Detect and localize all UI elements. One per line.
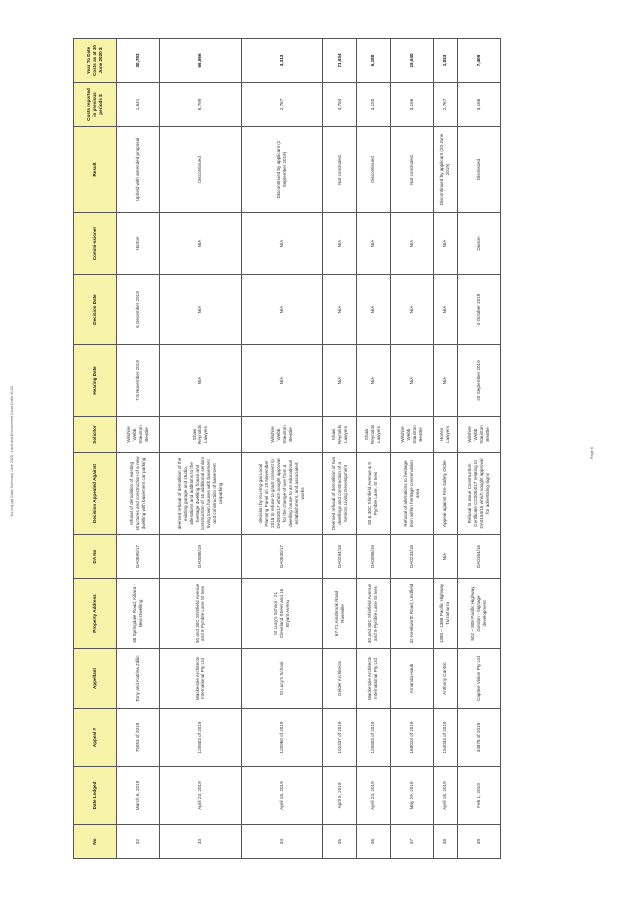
header-ytd-costs: Year To Date Costs as at 30 June 2020 $ (74, 39, 117, 83)
table-row (241, 39, 323, 859)
cell-commissioner: N/A (390, 213, 433, 275)
cell-da-no: DA0086/19 (160, 535, 242, 579)
cell-prev-costs: 1,641 (117, 83, 160, 127)
header-appellant: Appellant (74, 649, 117, 709)
cell-solicitor: Shaw Reynolds Lawyers (160, 417, 242, 453)
cell-appeal: 34878 of 2019 (457, 709, 500, 767)
cell-decision: deemed refusal of demolition of the existing garage and studio, alterations and additions to the heritage dwelling house and construction of 16 additional seniors living town houses with basement and construction of basement carparking (160, 453, 242, 535)
header-property-address: Property Address (74, 579, 117, 649)
cell-prev-costs: 4,784 (323, 83, 357, 127)
cell-prev-costs: 3,166 (390, 83, 433, 127)
cell-hearing-date: N/A (390, 345, 433, 417)
cell-decision-date: N/A (390, 275, 433, 345)
table-row (160, 39, 242, 859)
cell-da-no: DA0530/17 (241, 535, 323, 579)
cell-ytd-costs: 19,540 (390, 39, 433, 83)
table-row (117, 39, 160, 859)
document-header: Ku-ring-gai Case Summary June 2020 - Land and Environment Court Costs XLSX (10, 385, 14, 517)
table-row (356, 39, 390, 859)
cell-commissioner: N/A (323, 213, 357, 275)
cell-appellant: St Lucy's School (241, 649, 323, 709)
cell-solicitor: Shaw Reynolds Lawyers (356, 417, 390, 453)
cell-decision-date: 4 October 2019 (457, 275, 500, 345)
cell-date-lodged: April 5, 2019 (323, 767, 357, 825)
cell-da-no: DA0164/16 (457, 535, 500, 579)
cell-address: 30 and 30C Shinfield Avenue and 9 Pymble Lane St Ives (160, 579, 242, 649)
cell-prev-costs: 2,767 (241, 83, 323, 127)
cell-decision: 30 & 30C Shinfield Avenue & 9 Pymble Lane, St Ives (356, 453, 390, 535)
cell-result: Upheld with amended proposal (117, 127, 160, 213)
cell-da-no: N/A (433, 535, 457, 579)
table-row (390, 39, 433, 859)
cell-appellant: Captive Vision Pty Ltd (457, 649, 500, 709)
header-date-lodged: Date Lodged (74, 767, 117, 825)
cell-date-lodged: April 16, 2019 (433, 767, 457, 825)
header-decision-date: Decision Date (74, 275, 117, 345)
cell-ytd-costs: 7,409 (457, 39, 500, 83)
header-row (74, 39, 117, 859)
cell-result: Not concluded. (323, 127, 357, 213)
cell-prev-costs: 6,799 (160, 83, 242, 127)
cell-address: 802 – 808 Pacific Highway Gordon - Signage development (457, 579, 500, 649)
header-hearing-date: Hearing Date (74, 345, 117, 417)
cell-no: 32 (117, 825, 160, 859)
cell-commissioner: N/A (160, 213, 242, 275)
table-row (323, 39, 357, 859)
cell-appellant: Tony and Katrina Zdilic (117, 649, 160, 709)
cell-address: St Lucy's School - 21 Cleveland Street and 16 Bryant Avenu (241, 579, 323, 649)
cell-appellant: Mackenzie Architects International Pty Ltd (160, 649, 242, 709)
cell-appeal: 102437 of 2019 (323, 709, 357, 767)
cell-decision: Appeal against Fire Safety Order (433, 453, 457, 535)
cell-decision: Refusal to issue Construction Certificate CC0054/17 relating to DA0164/16 which sought approval for advertising signs (457, 453, 500, 535)
header-commissioner: Commi-ssioner (74, 213, 117, 275)
cell-result: Discontinued (356, 127, 390, 213)
cell-ytd-costs: 3,313 (241, 39, 323, 83)
cell-appeal: 125803 of 2019 (160, 709, 242, 767)
cell-address: 30 and 30C Shinfield Avenue and 9 Pymble Lane St Ives (356, 579, 390, 649)
cell-decision: Refusal of alterations to heritage item within heritage conservation area (390, 453, 433, 535)
cell-hearing-date: N/A (356, 345, 390, 417)
cell-date-lodged: Feb 1, 2019 (457, 767, 500, 825)
cell-no: 36 (356, 825, 390, 859)
header-solicitor: Solicitor (74, 417, 117, 453)
cell-ytd-costs: 30,783 (117, 39, 160, 83)
cell-prev-costs: 3,150 (356, 83, 390, 127)
cell-appeal: 75053 of 2019 (117, 709, 160, 767)
cell-decision-date: N/A (241, 275, 323, 345)
cell-da-no: DA0294/18 (323, 535, 357, 579)
cell-decision-date: N/A (356, 275, 390, 345)
cell-hearing-date: N/A (433, 345, 457, 417)
cell-solicitor: Hones Lawyers (433, 417, 457, 453)
cell-result: Discontinued by applicant (20 June 2019) (433, 127, 457, 213)
cell-decision-date: N/A (323, 275, 357, 345)
cell-solicitor: Shaw Reynolds Lawyers (323, 417, 357, 453)
cell-result: Discontinued by applicant (2 September 2019) (241, 127, 323, 213)
cell-date-lodged: April 23, 2019 (356, 767, 390, 825)
cases-table (73, 38, 501, 859)
cell-result: Dismissed (457, 127, 500, 213)
cell-no: 34 (241, 825, 323, 859)
cell-no: 37 (390, 825, 433, 859)
cell-decision-date: N/A (433, 275, 457, 345)
cell-da-no: DA0590/17 (117, 535, 160, 579)
cell-address: 32 Kenilworth Road, Lindfield (390, 579, 433, 649)
header-result: Result (74, 127, 117, 213)
cell-no: 38 (433, 825, 457, 859)
cell-da-no: DA0086/19 (356, 535, 390, 579)
cell-decision: decision by Ku-ring-gai Local Planning Panel on 19 November 2018 to refuse to grant consent to DA0530/17 which sought approval for the change of use from a dwelling house to an educational establishment, and associated works (241, 453, 323, 535)
header-prev-costs: Costs reported in previous periods $ (74, 83, 117, 127)
cell-appeal: 120960 of 2019 (241, 709, 323, 767)
cell-no: 35 (323, 825, 357, 859)
page-number: Page 6 (590, 446, 595, 460)
cell-no: 33 (160, 825, 242, 859)
table-row (433, 39, 457, 859)
cell-date-lodged: April 18, 2019 (241, 767, 323, 825)
cell-appellant: Amanda Haub (390, 649, 433, 709)
cell-hearing-date: N/A (160, 345, 242, 417)
cell-ytd-costs: 6,180 (356, 39, 390, 83)
cell-decision-date: N/A (160, 275, 242, 345)
cell-prev-costs: 2,767 (433, 83, 457, 127)
cell-result: Not concluded. (390, 127, 433, 213)
cell-solicitor: Wilshire Webb Staunton Beattie (390, 417, 433, 453)
table-body (117, 39, 501, 859)
header-da-no: DA No (74, 535, 117, 579)
cell-appeal: 168023 of 2019 (390, 709, 433, 767)
cell-no: 39 (457, 825, 500, 859)
cell-decision: Deemed refusal of demolition of two dwellings and construction of a Seniors Living Development (323, 453, 357, 535)
cell-decision: refusal of demolition of existing structures and construction of a new dwelling with basement car parking (117, 453, 160, 535)
cell-appellant: Anthony Cantric (433, 649, 457, 709)
cell-solicitor: Wilshire Webb Staunton Beattie (117, 417, 160, 453)
cell-appeal: 154034 of 2019 (433, 709, 457, 767)
cell-date-lodged: May 29, 2019 (390, 767, 433, 825)
cell-ytd-costs: 1,033 (433, 39, 457, 83)
cell-commissioner: N/A (356, 213, 390, 275)
header-appeal: Appeal # (74, 709, 117, 767)
cell-solicitor: Wilshire Webb Staunton Beattie (241, 417, 323, 453)
cell-commissioner: N/A (433, 213, 457, 275)
rotated-page (73, 39, 501, 859)
cell-commissioner: Horton (117, 213, 160, 275)
header-no: No (74, 825, 117, 859)
cell-date-lodged: April 23, 2019 (160, 767, 242, 825)
cell-decision-date: 6 December 2019 (117, 275, 160, 345)
cell-appeal: 125803 of 2019 (356, 709, 390, 767)
cell-appellant: Mackenzie Architects International Pty Ltd (356, 649, 390, 709)
cell-result: Discontinued (160, 127, 242, 213)
cell-appellant: Gelder Architects (323, 649, 357, 709)
cell-address: 1380 – 1388 Pacific Highway Turramurra (433, 579, 457, 649)
cell-commissioner: Dixson (457, 213, 500, 275)
cell-address: 67-71 Ainsbrook Road Roseville (323, 579, 357, 649)
cell-date-lodged: March 6, 2019 (117, 767, 160, 825)
cell-solicitor: Wilshire Webb Staunton Beattie (457, 417, 500, 453)
cell-da-no: DA0233/18 (390, 535, 433, 579)
cell-prev-costs: 3,166 (457, 83, 500, 127)
cell-hearing-date: N/A (241, 345, 323, 417)
cell-hearing-date: N/A (323, 345, 357, 417)
cell-hearing-date: 7-8 November 2019 (117, 345, 160, 417)
header-decision-appealed: Decision Appealed Against (74, 453, 117, 535)
cell-hearing-date: 20 September 2019 (457, 345, 500, 417)
cell-ytd-costs: 71,934 (323, 39, 357, 83)
cell-commissioner: N/A (241, 213, 323, 275)
table-row (457, 39, 500, 859)
cell-address: 38 Springdale Road, Killara - New Dwelling (117, 579, 160, 649)
cell-ytd-costs: 66,956 (160, 39, 242, 83)
